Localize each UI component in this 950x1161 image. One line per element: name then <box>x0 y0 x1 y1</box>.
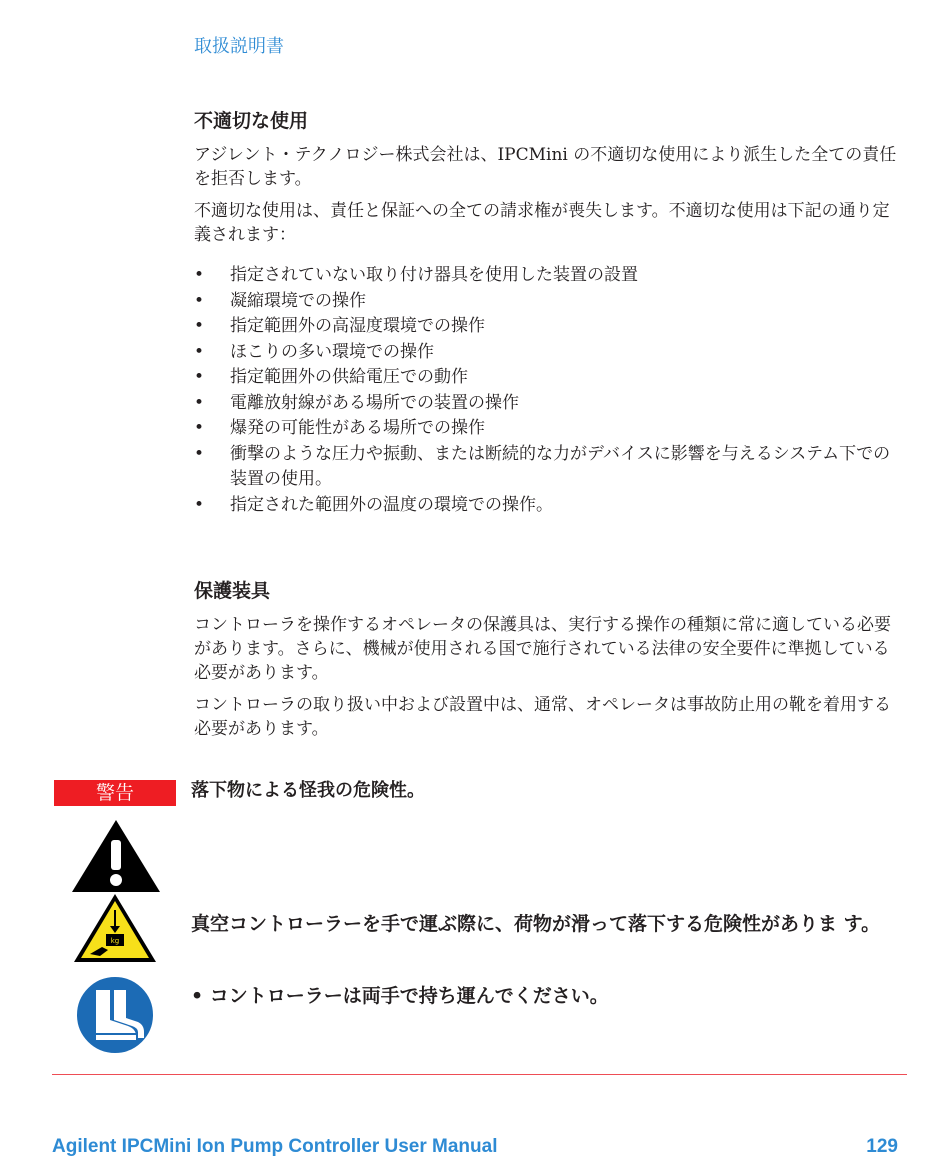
safety-boots-icon <box>74 974 156 1056</box>
warning-title: 落下物による怪我の危険性。 <box>191 780 425 801</box>
improper-use-paragraph-2: 不適切な使用は、責任と保証への全ての請求権が喪失します。不適切な使用は下記の通り定義されます： <box>194 201 890 245</box>
warning-bullet <box>191 984 609 1009</box>
list-item: • 指定された範囲外の温度の環境での操作。 <box>194 493 900 519</box>
protective-equipment-heading: 保護装具 <box>194 580 271 602</box>
warning-body: 真空コントローラーを手で運ぶ際に、荷物が滑って落下する危険性がありま す。 <box>191 913 881 935</box>
list-item: • ほこりの多い環境での操作 <box>194 340 900 366</box>
list-item: • 電離放射線がある場所での装置の操作 <box>194 391 900 417</box>
running-header: 取扱説明書 <box>194 36 284 57</box>
improper-use-paragraph-1: アジレント・テクノロジー株式会社は、IPCMini の不適切な使用により派生した全ての責任を拒否します。 <box>194 145 897 189</box>
footer-divider <box>52 1074 907 1075</box>
falling-load-hazard-icon <box>72 892 158 964</box>
svg-text:kg: kg <box>110 937 120 945</box>
list-item: • 凝縮環境での操作 <box>194 289 900 315</box>
footer-manual-title: Agilent IPCMini Ion Pump Controller User Manual <box>52 1136 498 1157</box>
protective-equipment-paragraph-1: コントローラを操作するオペレータの保護具は、実行する操作の種類に常に適している必要があります。さらに、機械が使用される国で施行されている法律の安全要件に準拠している必要があります。 <box>194 615 891 683</box>
list-item: • 指定されていない取り付け器具を使用した装置の設置 <box>194 263 900 289</box>
page-number: 129 <box>866 1136 898 1157</box>
list-item: • 指定範囲外の高湿度環境での操作 <box>194 314 900 340</box>
improper-use-section <box>194 106 900 518</box>
improper-use-heading: 不適切な使用 <box>194 110 309 132</box>
protective-equipment-paragraph-2: コントローラの取り扱い中および設置中は、通常、オペレータは事故防止用の靴を着用する必要があります。 <box>194 695 891 739</box>
warning-exclamation-icon <box>70 818 162 894</box>
improper-use-list <box>194 263 900 518</box>
list-item: • 指定範囲外の供給電圧での動作 <box>194 365 900 391</box>
list-item: • 爆発の可能性がある場所での操作 <box>194 416 900 442</box>
bullet-mark-icon: • <box>191 985 210 1007</box>
warning-badge: 警告 <box>54 780 176 806</box>
warning-bullet-text: コントローラーは両手で持ち運んでください。 <box>209 985 609 1007</box>
list-item: • 衝撃のような圧力や振動、または断続的な力がデバイスに影響を与えるシステム下での装置の使用。 <box>194 442 900 493</box>
protective-equipment-section <box>194 576 900 749</box>
